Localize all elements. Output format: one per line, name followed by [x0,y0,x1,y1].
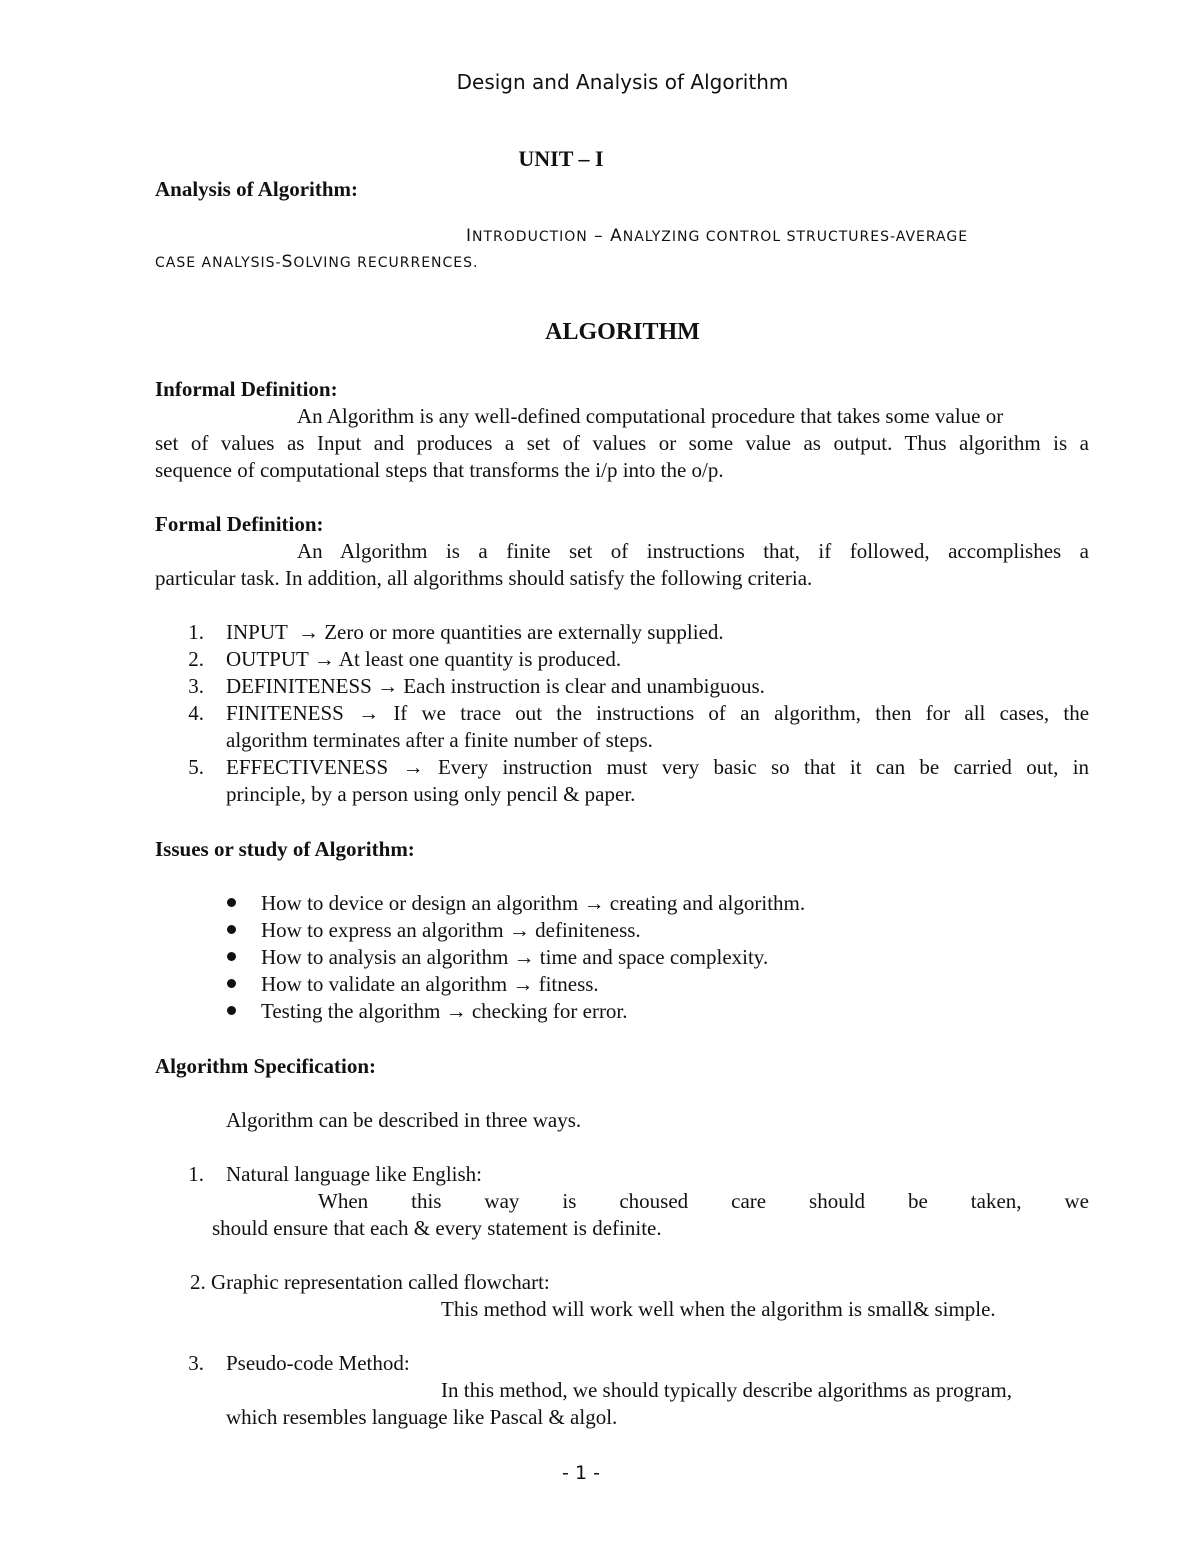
formal-line-2: particular task. In addition, all algorithms should satisfy the following criteria. [155,566,813,590]
list-item: How to device or design an algorithm → creating and algorithm. [225,890,769,917]
method-2-line-1: This method will work well when the algorithm is small& simple. [441,1297,996,1321]
arrow-right-icon: → [445,999,467,1023]
arrow-right-icon: → [377,674,399,698]
algorithm-title: ALGORITHM [545,319,700,345]
arrow-right-icon: → [402,755,424,779]
list-item: 4. FINITENESS → If we trace out the instructions of an algorithm, then for all cases, the algorithm terminates after a finite number of steps. [188,701,1090,752]
formal-line-1: An Algorithm is a finite set of instructions that, if followed, accomplishes a [297,539,1089,563]
unit-title: UNIT – I [518,146,604,171]
spec-intro: Algorithm can be described in three ways. [226,1108,582,1132]
method-1-line-2: should ensure that each & every statement is definite. [212,1216,662,1240]
bullet-icon [227,1006,236,1015]
page-number: - 1 - [562,1462,600,1484]
informal-heading: Informal Definition: [155,377,338,401]
topics-line-2: CASE ANALYSIS-SOLVING RECURRENCES. [155,252,479,272]
analysis-heading: Analysis of Algorithm: [155,177,359,201]
informal-line-2: set of values as Input and produces a set of values or some value as output. Thus algorithm is a [155,431,1089,455]
bullet-icon [227,952,236,961]
arrow-right-icon: → [508,918,530,942]
method-1-title: 1. Natural language like English: [188,1162,483,1186]
method-1-line-1: When this way is choused care should be taken, we [318,1189,1089,1213]
bullet-icon [227,925,236,934]
issues-heading: Issues or study of Algorithm: [155,837,415,861]
running-header: Design and Analysis of Algorithm [456,70,789,94]
list-item: How to validate an algorithm → fitness. [225,971,563,998]
arrow-right-icon: → [358,701,380,725]
method-3-title: 3. Pseudo-code Method: [188,1351,410,1375]
arrow-right-icon: → [512,972,534,996]
list-item: Testing the algorithm → checking for error. [225,998,592,1025]
arrow-right-icon: → [297,620,319,644]
method-2-title: 2. Graphic representation called flowchart: [190,1270,550,1294]
formal-heading: Formal Definition: [155,512,324,536]
bullet-icon [227,898,236,907]
list-item: How to express an algorithm → definiteness. [225,917,605,944]
arrow-right-icon: → [583,891,605,915]
method-3-line-1: In this method, we should typically describe algorithms as program, [441,1378,1012,1402]
topics-line-1: INTRODUCTION – ANALYZING CONTROL STRUCTURES-AVERAGE [466,226,969,246]
spec-heading: Algorithm Specification: [155,1054,377,1078]
bullet-icon [227,979,236,988]
arrow-right-icon: → [313,647,335,671]
arrow-right-icon: → [513,945,535,969]
informal-line-3: sequence of computational steps that transforms the i/p into the o/p. [155,458,724,482]
informal-line-1: An Algorithm is any well-defined computational procedure that takes some value or [297,404,1004,428]
list-item: How to analysis an algorithm → time and space complexity. [225,944,732,971]
method-3-line-2: which resembles language like Pascal & algol. [226,1405,618,1429]
list-item: 5. EFFECTIVENESS → Every instruction must very basic so that it can be carried out, in principle, by a person using only pencil & paper. [188,755,1090,806]
